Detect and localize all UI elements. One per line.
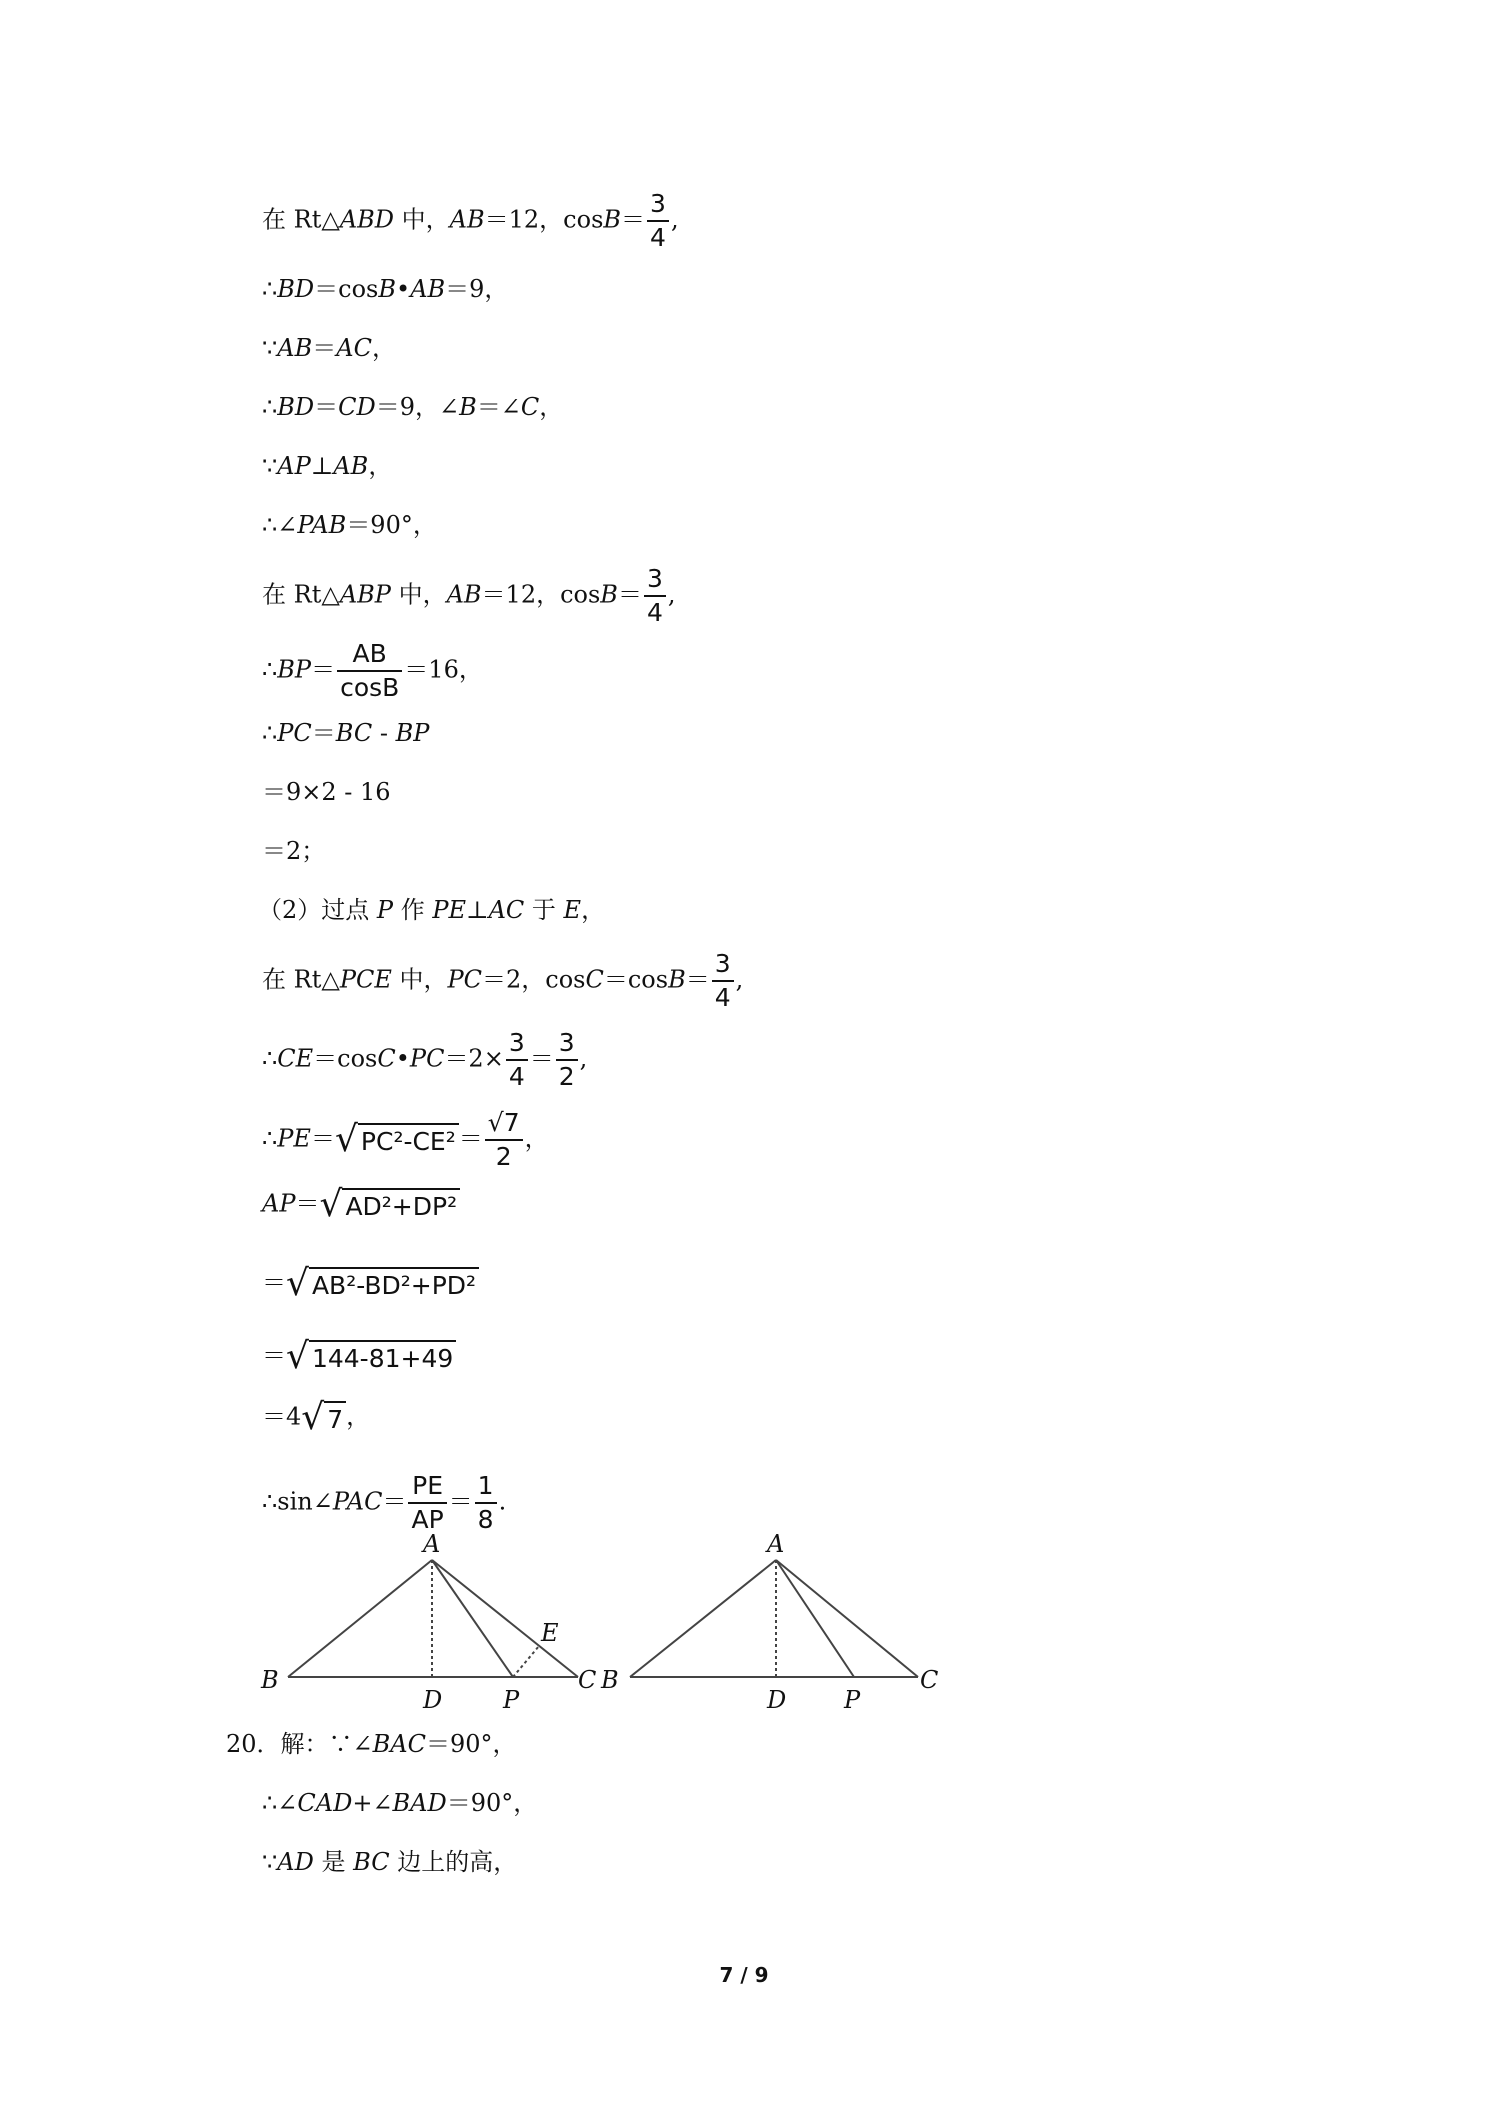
sqrt-icon: √ [334, 1119, 358, 1160]
line-4 [262, 392, 563, 422]
text: ＝ [448, 1487, 473, 1516]
var: CAD [297, 1789, 353, 1817]
var: PAC [332, 1487, 383, 1516]
fraction [475, 1470, 497, 1536]
radicand: AB²-BD²+PD² [309, 1267, 479, 1301]
numerator: 3 [506, 1027, 528, 1061]
label-e: E [541, 1619, 559, 1647]
var: BP [395, 719, 430, 747]
label-c: C [920, 1666, 939, 1694]
text: ， [346, 1402, 371, 1431]
text: ＝90°， [446, 1789, 538, 1817]
line-22 [262, 1788, 537, 1818]
text: ＝12，cos [481, 580, 601, 609]
text: ∴∠ [262, 1789, 298, 1817]
line-3 [262, 333, 396, 363]
var: PE [277, 1124, 311, 1153]
text: ＝9， [445, 275, 509, 303]
var: PCE [339, 965, 392, 994]
text: 边上的高， [389, 1848, 518, 1876]
fraction [485, 1107, 523, 1173]
text: ＝9×2 - 16 [262, 778, 391, 806]
var: B [378, 275, 397, 303]
text: 中， [391, 965, 448, 994]
var: AC [488, 896, 525, 924]
line-11 [262, 836, 325, 866]
var: PC [447, 965, 482, 994]
radical [286, 1336, 456, 1377]
line-15 [262, 1107, 549, 1173]
numerator: PE [408, 1470, 446, 1504]
text: ∵ [262, 452, 278, 480]
numerator: 1 [475, 1470, 497, 1504]
label-d: D [767, 1686, 787, 1714]
denominator: cosB [340, 673, 400, 702]
line-16 [262, 1184, 460, 1225]
denominator: 4 [508, 1062, 525, 1091]
text: 在 Rt△ [262, 965, 340, 994]
var: AC [336, 334, 372, 362]
var: CE [277, 1044, 314, 1073]
radicand: PC²-CE² [358, 1123, 459, 1157]
text: ＝ [458, 1124, 483, 1153]
denominator: 4 [714, 983, 731, 1012]
label-b: B [601, 1666, 619, 1694]
segment-ba [630, 1560, 776, 1677]
line-1 [262, 188, 679, 254]
text: ＝ [295, 1189, 320, 1218]
var: AB [446, 580, 482, 609]
var: C [377, 1044, 396, 1073]
var: AB [277, 334, 313, 362]
var: E [563, 896, 582, 924]
text: ∴ [262, 1044, 278, 1073]
radical [319, 1184, 460, 1225]
var: B [600, 580, 618, 609]
var: B [603, 205, 622, 234]
text: ＝ [262, 1268, 286, 1297]
geometry-figures [250, 1530, 970, 1720]
sqrt-icon: √ [319, 1184, 343, 1225]
denominator: 2 [495, 1142, 512, 1171]
text: 在 Rt△ [262, 580, 340, 609]
line-20 [262, 1470, 506, 1536]
numerator: 3 [712, 948, 734, 982]
text: （2）过点 [258, 896, 377, 924]
text: ＝∠ [476, 393, 521, 421]
text: ， [581, 896, 606, 924]
var: ABP [339, 580, 391, 609]
text: ＝ [312, 334, 337, 362]
text: , [579, 1044, 588, 1073]
text: ， [539, 393, 564, 421]
var: BD [277, 393, 315, 421]
text: ⊥ [466, 896, 489, 924]
text: ＝2； [262, 837, 326, 865]
text: ＝12，cos [484, 205, 604, 234]
line-6 [262, 510, 437, 540]
segment-ap [432, 1560, 513, 1677]
numerator: 3 [644, 563, 666, 597]
text: ∵ [262, 334, 278, 362]
text: ＝2× [444, 1044, 504, 1073]
numerator: 3 [556, 1027, 578, 1061]
var: BD [277, 275, 315, 303]
text: ＝cos [314, 275, 379, 303]
label-a: A [767, 1530, 785, 1558]
denominator: AP [411, 1505, 444, 1534]
fraction [556, 1027, 578, 1093]
numerator: 3 [647, 188, 669, 222]
numerator: √7 [485, 1107, 523, 1141]
fraction [337, 638, 402, 704]
text: +∠ [352, 1789, 393, 1817]
text: ＝ [529, 1044, 554, 1073]
text: , [735, 965, 744, 994]
text: ∵ [262, 1848, 278, 1876]
line-19 [262, 1397, 371, 1438]
text: • [396, 275, 411, 303]
text: ∴ [262, 275, 278, 303]
text: ＝ [262, 1341, 286, 1370]
fraction [647, 188, 669, 254]
segment-ba [288, 1560, 432, 1677]
line-21 [226, 1729, 517, 1759]
var: BC [353, 1848, 390, 1876]
var: PC [277, 719, 312, 747]
text: 于 [524, 896, 564, 924]
denominator: 4 [646, 598, 663, 627]
fraction [408, 1470, 446, 1536]
var: AB [410, 275, 446, 303]
var: ABD [339, 205, 395, 234]
radical [301, 1397, 346, 1438]
text: ＝ [311, 719, 336, 747]
var: AB [333, 452, 369, 480]
text: ＝ [382, 1487, 407, 1516]
text: ＝ [685, 965, 710, 994]
sqrt-icon: √ [301, 1397, 325, 1438]
radicand: AD²+DP² [342, 1188, 460, 1222]
var: BP [277, 655, 312, 684]
fraction [644, 563, 666, 629]
text: 中， [390, 580, 447, 609]
denominator: 8 [477, 1505, 494, 1534]
label-d: D [423, 1686, 443, 1714]
text: ＝ [617, 580, 642, 609]
text: ＝9，∠ [375, 393, 460, 421]
line-14 [262, 1027, 587, 1093]
numerator: AB [337, 638, 402, 672]
label-b: B [261, 1666, 279, 1694]
text: ＝4 [262, 1402, 302, 1431]
text: ＝cos [603, 965, 669, 994]
text: . [498, 1487, 507, 1516]
var: BAC [372, 1730, 426, 1758]
var: PE [432, 896, 466, 924]
label-a: A [423, 1530, 441, 1558]
text: ＝90°， [426, 1730, 517, 1758]
text: • [395, 1044, 410, 1073]
text: 是 [313, 1848, 354, 1876]
text: ， [368, 452, 393, 480]
page-number: 7 / 9 [719, 1963, 769, 1987]
text: 作 [393, 896, 433, 924]
line-2 [262, 274, 508, 304]
text: ＝ [311, 655, 336, 684]
segment-ac [776, 1560, 918, 1677]
var: BAD [392, 1789, 447, 1817]
var: AB [449, 205, 485, 234]
label-p: P [503, 1686, 520, 1714]
text: , [667, 580, 676, 609]
text: ， [371, 334, 396, 362]
text: ， [524, 1124, 549, 1153]
radicand: 144-81+49 [309, 1340, 456, 1374]
segment-ap [776, 1560, 854, 1677]
fraction [712, 948, 734, 1014]
radicand: 7 [324, 1401, 346, 1435]
var: AD [277, 1848, 314, 1876]
radical [334, 1119, 459, 1160]
text: ＝ [314, 393, 339, 421]
line-8 [262, 638, 483, 704]
var: C [585, 965, 604, 994]
sqrt-icon: √ [286, 1336, 309, 1377]
text: 在 Rt△ [262, 205, 340, 234]
var: AP [277, 452, 311, 480]
line-5 [262, 451, 392, 481]
label-p: P [844, 1686, 861, 1714]
radical [286, 1263, 479, 1304]
text: ∴ [262, 1124, 278, 1153]
line-7 [262, 563, 675, 629]
segment-pe [513, 1646, 539, 1677]
text: ＝cos [313, 1044, 378, 1073]
text: ∴ [262, 393, 278, 421]
sqrt-icon: √ [286, 1263, 309, 1304]
var: PC [409, 1044, 445, 1073]
denominator: 2 [558, 1062, 575, 1091]
line-17 [262, 1263, 479, 1304]
var: C [520, 393, 540, 421]
text: ＝2，cos [482, 965, 586, 994]
line-13 [262, 948, 743, 1014]
line-23 [262, 1847, 517, 1877]
var: BC [335, 719, 373, 747]
text: 中， [394, 205, 450, 234]
label-c: C [578, 1666, 597, 1694]
line-18 [262, 1336, 456, 1377]
var: B [668, 965, 686, 994]
text: ＝90°， [346, 511, 437, 539]
text: ∴ [262, 655, 278, 684]
line-9 [262, 718, 429, 748]
var: B [459, 393, 477, 421]
line-10 [262, 777, 391, 807]
figure-right [630, 1560, 918, 1677]
text: ⊥ [310, 452, 334, 480]
denominator: 4 [650, 223, 666, 252]
var: AP [262, 1189, 296, 1218]
var: CD [338, 393, 376, 421]
text: ∴∠ [262, 511, 298, 539]
text: - [372, 719, 396, 747]
text: ＝ [310, 1124, 335, 1153]
line-12 [258, 895, 605, 925]
figure-left [288, 1560, 578, 1677]
text: , [670, 205, 679, 234]
text: ＝16， [404, 655, 483, 684]
var: P [376, 896, 394, 924]
fraction [506, 1027, 528, 1093]
text: ＝ [621, 205, 646, 234]
text: ∴sin∠ [262, 1487, 333, 1516]
var: PAB [297, 511, 347, 539]
text: ∴ [262, 719, 278, 747]
text: 20．解：∵∠ [226, 1730, 373, 1758]
